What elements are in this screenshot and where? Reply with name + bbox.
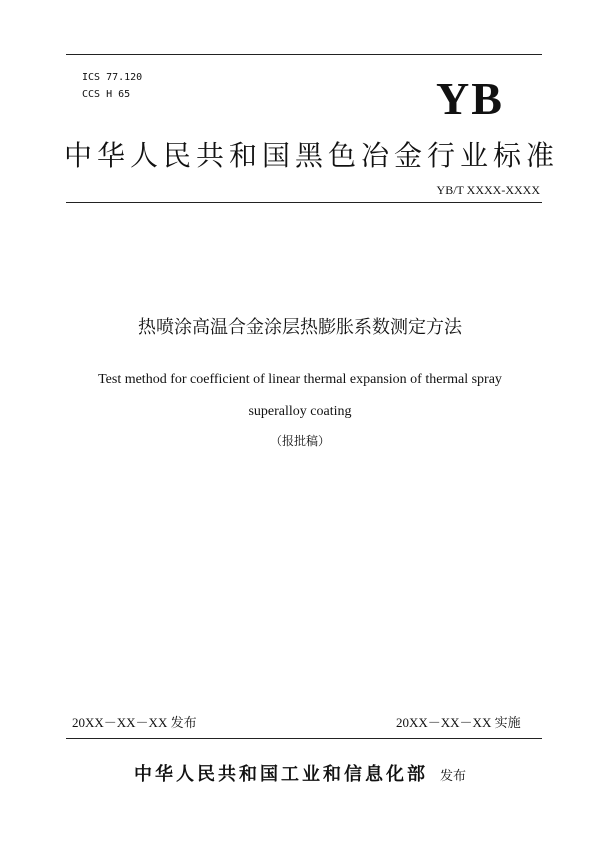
yb-logo: YB <box>436 73 504 124</box>
top-rule <box>66 54 542 55</box>
implement-date: 20XX－XX－XX 实施 <box>396 715 521 730</box>
ics-code: ICS 77.120 <box>82 72 143 83</box>
draft-status: （报批稿） <box>269 434 330 448</box>
issuer-suffix: 发布 <box>439 769 466 784</box>
footer-rule <box>66 738 542 739</box>
document-title-en-line1: Test method for coefficient of linear thermal expansion of thermal spray <box>98 372 502 387</box>
document-title-en-line2: superalloy coating <box>248 404 352 419</box>
header-rule <box>66 202 542 203</box>
document-title-cn: 热喷涂高温合金涂层热膨胀系数测定方法 <box>138 317 462 338</box>
issuer-name: 中华人民共和国工业和信息化部 <box>133 764 428 785</box>
industry-standard-title: 中华人民共和国黑色冶金行业标准 <box>64 139 560 172</box>
ccs-code: CCS H 65 <box>82 89 131 100</box>
standard-number: YB/T XXXX-XXXX <box>436 183 540 197</box>
publish-date: 20XX－XX－XX 发布 <box>72 715 197 730</box>
issuer-line <box>0 762 600 790</box>
